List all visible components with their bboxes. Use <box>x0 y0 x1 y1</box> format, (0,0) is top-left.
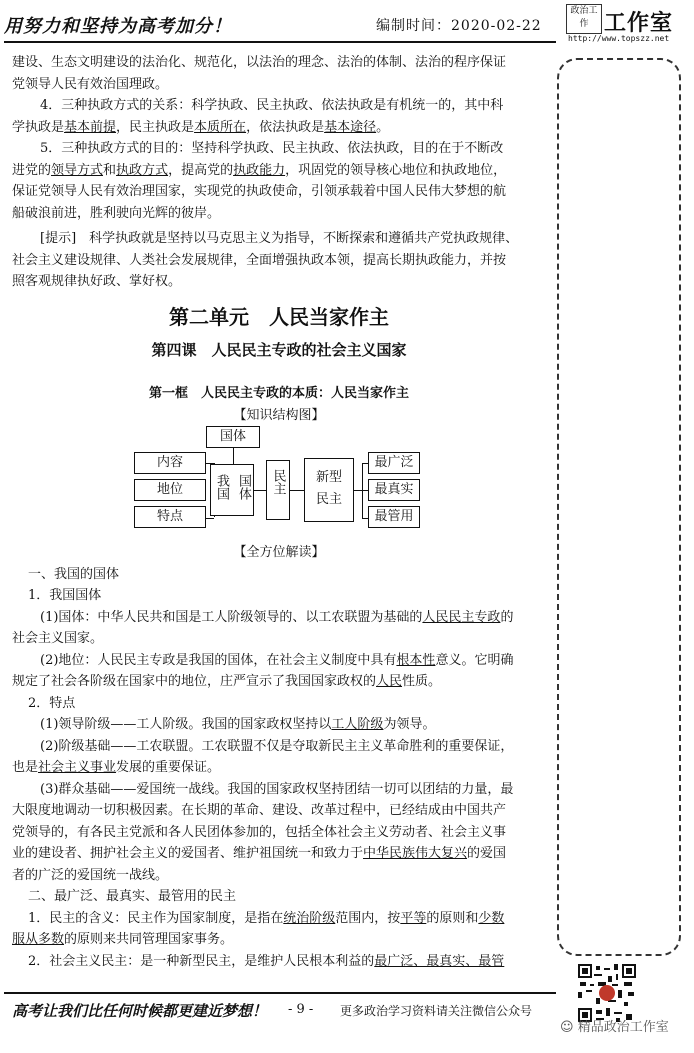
node-china-state-b: 国体 <box>236 474 251 500</box>
para-line: 学执政是基本前提，民主执政是本质所在，依法执政是基本途径。 <box>12 119 390 135</box>
node-minzhu <box>266 460 290 520</box>
node-new-democracy-a: 新型 <box>315 470 342 485</box>
node-right: 最真实 <box>368 479 420 501</box>
para-line: 业的建设者、拥护社会主义的爱国者、维护祖国统一和致力于中华民族伟大复兴的爱国 <box>12 846 507 861</box>
connector <box>354 490 362 491</box>
para-line: 大限度地调动一切积极因素。在长期的革命、建设、改革过程中，已经结成由中国共产 <box>12 803 507 818</box>
para-line: 保证党领导人民有效治理国家，实现党的执政使命，引领承载着中国人民伟大梦想的航 <box>12 184 507 199</box>
node-new-democracy-b: 民主 <box>315 492 342 507</box>
node-minzhu-text: 民主 <box>270 469 286 495</box>
page-number: - 9 - <box>288 1002 314 1017</box>
tip-line: 照客观规律执好政、掌好权。 <box>12 274 182 289</box>
node-right: 最广泛 <box>368 452 420 474</box>
tip-line: [提示] 科学执政就是坚持以马克思主义为指导，不断探索和遵循共产党执政规律、 <box>40 231 519 246</box>
footer-rule <box>4 992 556 994</box>
subsection-heading: 1．我国国体 <box>28 588 102 603</box>
header-rule <box>4 41 556 43</box>
unit-title: 第二单元 人民当家作主 <box>169 304 389 329</box>
para-line: 党领导人民有效治国理政。 <box>12 76 169 92</box>
para-line: 1．民主的含义：民主作为国家制度，是指在统治阶级范围内，按平等的原则和少数 <box>28 910 505 926</box>
para-line: (3)群众基础——爱国统一战线。我国的国家政权坚持团结一切可以团结的力量，最 <box>40 781 514 797</box>
connector <box>254 490 266 491</box>
wechat-label: 精品政治工作室 <box>577 1020 669 1035</box>
footer-motto: 高考让我们比任何时候都更建近梦想！ <box>12 1002 268 1020</box>
logo-text: 工作室 <box>604 11 674 36</box>
para-line: (2)阶级基础——工农联盟。工农联盟不仅是夺取新民主主义革命胜利的重要保证， <box>40 738 514 754</box>
para-line: 服从多数的原则来共同管理国家事务。 <box>12 932 234 947</box>
connector <box>290 490 304 491</box>
node-left: 内容 <box>134 452 206 474</box>
notes-sidebox <box>557 58 681 956</box>
studio-logo <box>566 4 678 44</box>
para-line: 党领导的，有各民主党派和各人民团体参加的，包括全体社会主义劳动者、社会主义事 <box>12 824 507 840</box>
wechat-watermark <box>560 1016 669 1035</box>
node-left: 特点 <box>134 506 206 528</box>
para-line: 建设、生态文明建设的法治化、规范化，以法治的理念、法治的体制、法治的程序保证 <box>12 55 507 70</box>
para-line: 也是社会主义事业发展的重要保证。 <box>12 760 221 775</box>
footer-note: 更多政治学习资料请关注微信公众号 <box>340 1004 533 1018</box>
node-china-state-a: 我国 <box>214 474 229 500</box>
para-line: 4．三种执政方式的关系：科学执政、民主执政、依法执政是有机统一的，其中科 <box>40 98 504 113</box>
section-heading: 二、最广泛、最真实、最管用的民主 <box>28 889 237 904</box>
lesson-title: 第四课 人民民主专政的社会主义国家 <box>151 340 407 359</box>
para-line: (2)地位：人民民主专政是我国的国体，在社会主义制度中具有根本性意义。它明确 <box>40 652 514 668</box>
para-line: 社会主义国家。 <box>12 631 104 646</box>
section-heading: 一、我国的国体 <box>28 566 120 582</box>
reading-heading: 【全方位解读】 <box>233 545 325 560</box>
node-right: 最管用 <box>368 506 420 528</box>
para-line: 进党的领导方式和执政方式，提高党的执政能力，巩固党的领导核心地位和执政地位， <box>12 162 507 178</box>
para-line: 2．社会主义民主：是一种新型民主，是维护人民根本利益的最广泛、最真实、最管 <box>28 953 505 969</box>
structure-heading: 【知识结构图】 <box>233 407 325 423</box>
page-body <box>12 52 546 972</box>
connector <box>233 448 234 464</box>
node-guoti: 国体 <box>206 426 260 448</box>
wechat-icon: ☺ <box>560 1020 574 1035</box>
tip-line: 社会主义建设规律、人类社会发展规律，全面增强执政本领，提高长期执政能力，并按 <box>12 252 507 268</box>
section-title: 第一框 人民民主专政的本质：人民当家作主 <box>148 385 409 401</box>
logo-seal: 政治工作 <box>566 4 602 34</box>
subsection-heading: 2．特点 <box>28 695 76 711</box>
para-line: 者的广泛的爱国统一战线。 <box>12 867 169 883</box>
para-line: (1)国体：中华人民共和国是工人阶级领导的、以工农联盟为基础的人民民主专政的 <box>40 609 514 625</box>
para-line: 5．三种执政方式的目的：坚持科学执政、民主执政、依法执政，目的在于不断改 <box>40 141 504 156</box>
para-line: 船破浪前进，胜利驶向光辉的彼岸。 <box>12 205 221 221</box>
header-slogan: 用努力和坚持为高考加分！ <box>4 16 232 37</box>
header-date: 编制时间：2020-02-22 <box>376 18 542 34</box>
node-left: 地位 <box>134 479 206 501</box>
para-line: (1)领导阶级——工人阶级。我国的国家政权坚持以工人阶级为领导。 <box>40 717 436 732</box>
knowledge-structure-diagram <box>12 426 546 544</box>
page-header <box>0 0 694 48</box>
node-new-democracy <box>304 458 354 522</box>
para-line: 规定了社会各阶级在国家中的地位，庄严宣示了我国国家政权的人民性质。 <box>12 674 442 689</box>
logo-url: http://www.topszz.net <box>568 34 670 43</box>
node-china-state <box>210 464 254 516</box>
